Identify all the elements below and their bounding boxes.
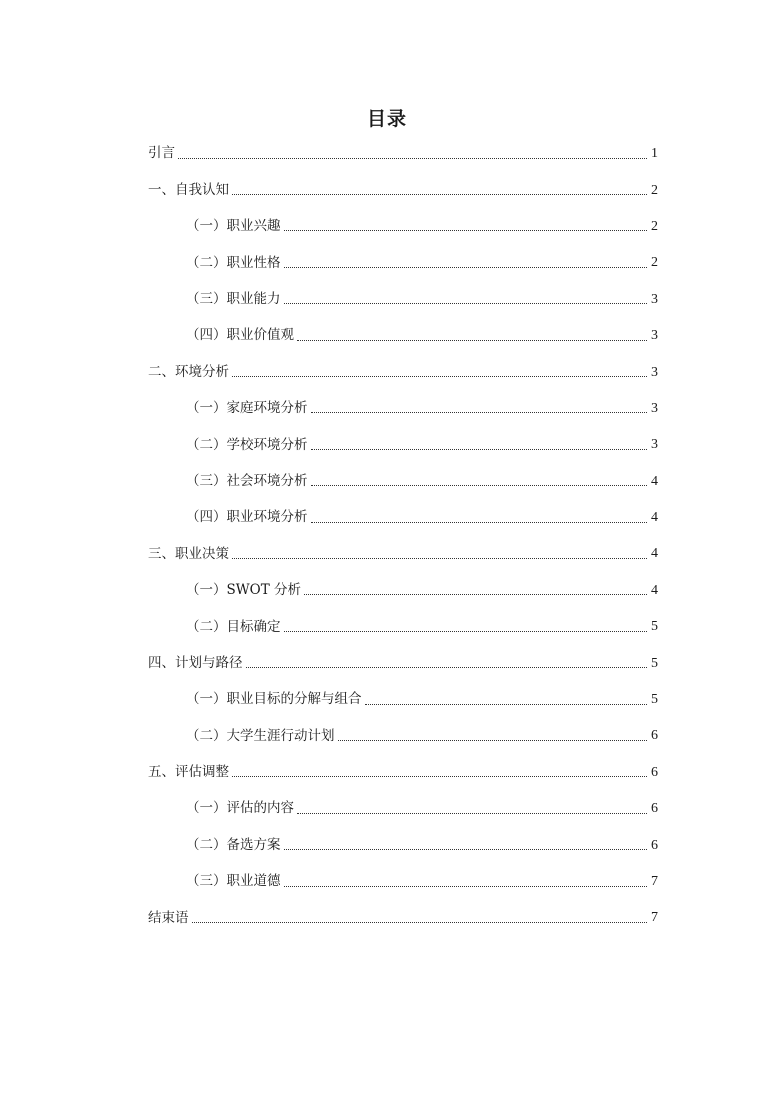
toc-entry-label: 五、评估调整 xyxy=(148,764,229,781)
table-of-contents xyxy=(148,136,658,937)
toc-entry[interactable] xyxy=(148,645,658,681)
toc-entry-label: （二）学校环境分析 xyxy=(186,436,308,453)
toc-entry-label: 三、职业决策 xyxy=(148,545,229,562)
toc-entry-page: 4 xyxy=(651,473,658,489)
toc-entry-label: 四、计划与路径 xyxy=(148,654,243,671)
toc-subentry[interactable] xyxy=(148,827,658,863)
toc-leader-dots xyxy=(311,412,648,413)
toc-leader-dots xyxy=(284,267,648,268)
toc-entry[interactable] xyxy=(148,172,658,208)
toc-entry-label: （三）职业能力 xyxy=(186,291,281,307)
toc-entry[interactable] xyxy=(148,900,658,936)
toc-leader-dots xyxy=(232,776,647,777)
toc-entry-page: 7 xyxy=(651,910,658,926)
toc-subentry[interactable] xyxy=(148,427,658,463)
toc-leader-dots xyxy=(311,485,648,486)
toc-entry-page: 5 xyxy=(651,655,658,671)
toc-entry-label: 二、环境分析 xyxy=(148,363,229,380)
toc-subentry[interactable] xyxy=(148,791,658,827)
toc-subentry[interactable] xyxy=(148,464,658,500)
toc-entry-label: （四）职业价值观 xyxy=(186,327,294,344)
toc-leader-dots xyxy=(284,849,648,850)
toc-title: 目录 xyxy=(366,108,407,130)
toc-entry-page: 2 xyxy=(651,255,658,271)
toc-entry-label: （一）职业兴趣 xyxy=(186,218,281,235)
toc-entry-page: 2 xyxy=(651,182,658,198)
toc-leader-dots xyxy=(232,558,647,559)
toc-leader-dots xyxy=(284,303,648,304)
toc-entry[interactable] xyxy=(148,354,658,390)
toc-entry-label: 一、自我认知 xyxy=(148,181,229,198)
toc-entry-label: （四）职业环境分析 xyxy=(186,509,308,526)
toc-subentry[interactable] xyxy=(148,609,658,645)
toc-entry-page: 4 xyxy=(651,510,658,526)
toc-leader-dots xyxy=(311,449,648,450)
toc-entry-page: 5 xyxy=(651,619,658,635)
toc-leader-dots xyxy=(311,522,648,523)
toc-entry[interactable] xyxy=(148,755,658,791)
toc-entry-page: 4 xyxy=(651,582,658,598)
toc-entry-page: 3 xyxy=(651,328,658,344)
toc-entry-page: 1 xyxy=(651,146,658,162)
toc-leader-dots xyxy=(304,594,647,595)
toc-subentry[interactable] xyxy=(148,718,658,754)
toc-entry-label: （一）SWOT 分析 xyxy=(186,582,301,599)
toc-entry-page: 6 xyxy=(651,801,658,817)
toc-subentry[interactable] xyxy=(148,682,658,718)
toc-subentry[interactable] xyxy=(148,573,658,609)
toc-entry-page: 6 xyxy=(651,764,658,780)
toc-entry-page: 5 xyxy=(651,692,658,708)
toc-entry-label: （一）评估的内容 xyxy=(186,800,294,817)
toc-leader-dots xyxy=(297,813,647,814)
toc-entry-page: 3 xyxy=(651,364,658,380)
toc-subentry[interactable] xyxy=(148,500,658,536)
toc-entry-label: 结束语 xyxy=(148,909,189,926)
toc-entry-page: 2 xyxy=(651,218,658,234)
toc-leader-dots xyxy=(232,194,647,195)
toc-entry[interactable] xyxy=(148,536,658,572)
toc-subentry[interactable] xyxy=(148,864,658,900)
toc-leader-dots xyxy=(365,704,648,705)
toc-entry-page: 3 xyxy=(651,437,658,453)
toc-entry-label: （三）社会环境分析 xyxy=(186,472,308,489)
toc-leader-dots xyxy=(284,230,648,231)
toc-subentry[interactable] xyxy=(148,318,658,354)
toc-leader-dots xyxy=(178,158,647,159)
toc-entry-label: （一）职业目标的分解与组合 xyxy=(186,691,362,708)
toc-entry-page: 4 xyxy=(651,546,658,562)
toc-leader-dots xyxy=(192,922,648,923)
toc-entry-label: （二）备选方案 xyxy=(186,836,281,853)
toc-entry-label: （三）职业道德 xyxy=(186,873,281,890)
toc-subentry[interactable] xyxy=(148,245,658,281)
toc-subentry[interactable] xyxy=(148,282,658,318)
toc-entry-label: （一）家庭环境分析 xyxy=(186,400,308,417)
toc-leader-dots xyxy=(297,340,647,341)
toc-entry[interactable] xyxy=(148,136,658,172)
toc-subentry[interactable] xyxy=(148,391,658,427)
toc-entry-label: （二）大学生涯行动计划 xyxy=(186,727,335,744)
toc-leader-dots xyxy=(284,631,648,632)
toc-entry-page: 3 xyxy=(651,400,658,416)
toc-entry-label: （二）职业性格 xyxy=(186,254,281,271)
toc-leader-dots xyxy=(284,886,648,887)
toc-entry-page: 7 xyxy=(651,874,658,889)
toc-entry-page: 3 xyxy=(651,291,658,307)
toc-entry-label: 引言 xyxy=(148,145,175,162)
toc-leader-dots xyxy=(232,376,647,377)
toc-entry-page: 6 xyxy=(651,728,658,744)
toc-entry-label: （二）目标确定 xyxy=(186,618,281,635)
toc-leader-dots xyxy=(246,667,648,668)
toc-leader-dots xyxy=(338,740,648,741)
toc-subentry[interactable] xyxy=(148,209,658,245)
toc-entry-page: 6 xyxy=(651,837,658,853)
